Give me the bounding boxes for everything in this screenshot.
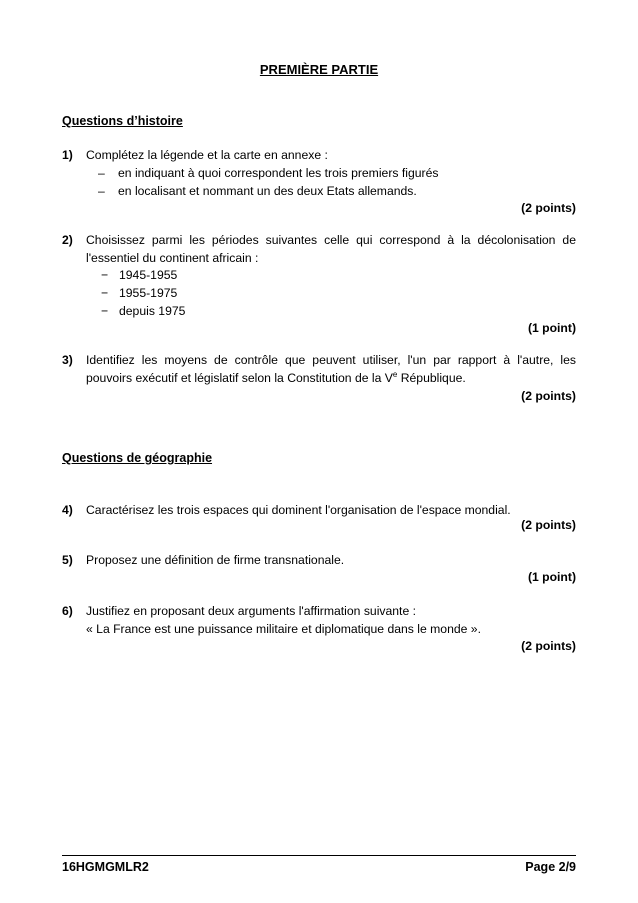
footer-page-number: Page 2/9 [525, 860, 576, 874]
question-2-points: (1 point) [527, 321, 576, 335]
question-number-3: 3) [62, 353, 73, 367]
question-3-line-1: Identifiez les moyens de contrôle que peuvent utiliser, l'un par rapport à l'autre, les [86, 353, 576, 367]
dash-icon: − [101, 268, 109, 282]
question-6-line-1: Justifiez en proposant deux arguments l'affirmation suivante : [86, 604, 416, 618]
question-3-superscript: e [392, 370, 398, 379]
question-number-5: 5) [62, 553, 73, 567]
question-2-line-1: Choisissez parmi les périodes suivantes celle qui correspond à la décolonisation de [86, 233, 576, 247]
question-2-option-1: 1945-1955 [119, 268, 178, 282]
geography-heading: Questions de géographie [62, 451, 213, 465]
question-3-points: (2 points) [521, 389, 576, 403]
question-number-4: 4) [62, 503, 73, 517]
question-1-bullet-2: en localisant et nommant un des deux Etats allemands. [118, 184, 417, 198]
dash-icon: − [101, 304, 109, 318]
question-3-line-2 [86, 371, 466, 385]
question-1-bullet-1: en indiquant à quoi correspondent les trois premiers figurés [118, 166, 439, 180]
footer-divider [62, 855, 576, 856]
question-1-points: (2 points) [521, 201, 576, 215]
question-6-points: (2 points) [521, 639, 576, 653]
bullet-icon: – [98, 166, 105, 180]
question-4-text: Caractérisez les trois espaces qui dominent l'organisation de l'espace mondial. [86, 503, 511, 517]
question-5-text: Proposez une définition de firme transnationale. [86, 553, 345, 567]
question-2-option-3: depuis 1975 [119, 304, 186, 318]
question-number-2: 2) [62, 233, 73, 247]
question-3-line-2-end: République. [397, 371, 466, 385]
question-number-6: 6) [62, 604, 73, 618]
question-5-points: (1 point) [527, 570, 576, 584]
footer-code: 16HGMGMLR2 [62, 860, 149, 874]
question-6-line-2: « La France est une puissance militaire et diplomatique dans le monde ». [86, 622, 481, 636]
question-1-text: Complétez la légende et la carte en annexe : [86, 148, 328, 162]
question-3-line-2-main: pouvoirs exécutif et législatif selon la Constitution de la V [86, 371, 393, 385]
dash-icon: − [101, 286, 109, 300]
question-2-option-2: 1955-1975 [119, 286, 178, 300]
question-4-points: (2 points) [521, 518, 576, 532]
question-number-1: 1) [62, 148, 73, 162]
history-heading: Questions d’histoire [62, 114, 183, 128]
question-2-line-2: l'essentiel du continent africain : [86, 251, 259, 265]
page-title: PREMIÈRE PARTIE [259, 62, 379, 77]
bullet-icon: – [98, 184, 105, 198]
